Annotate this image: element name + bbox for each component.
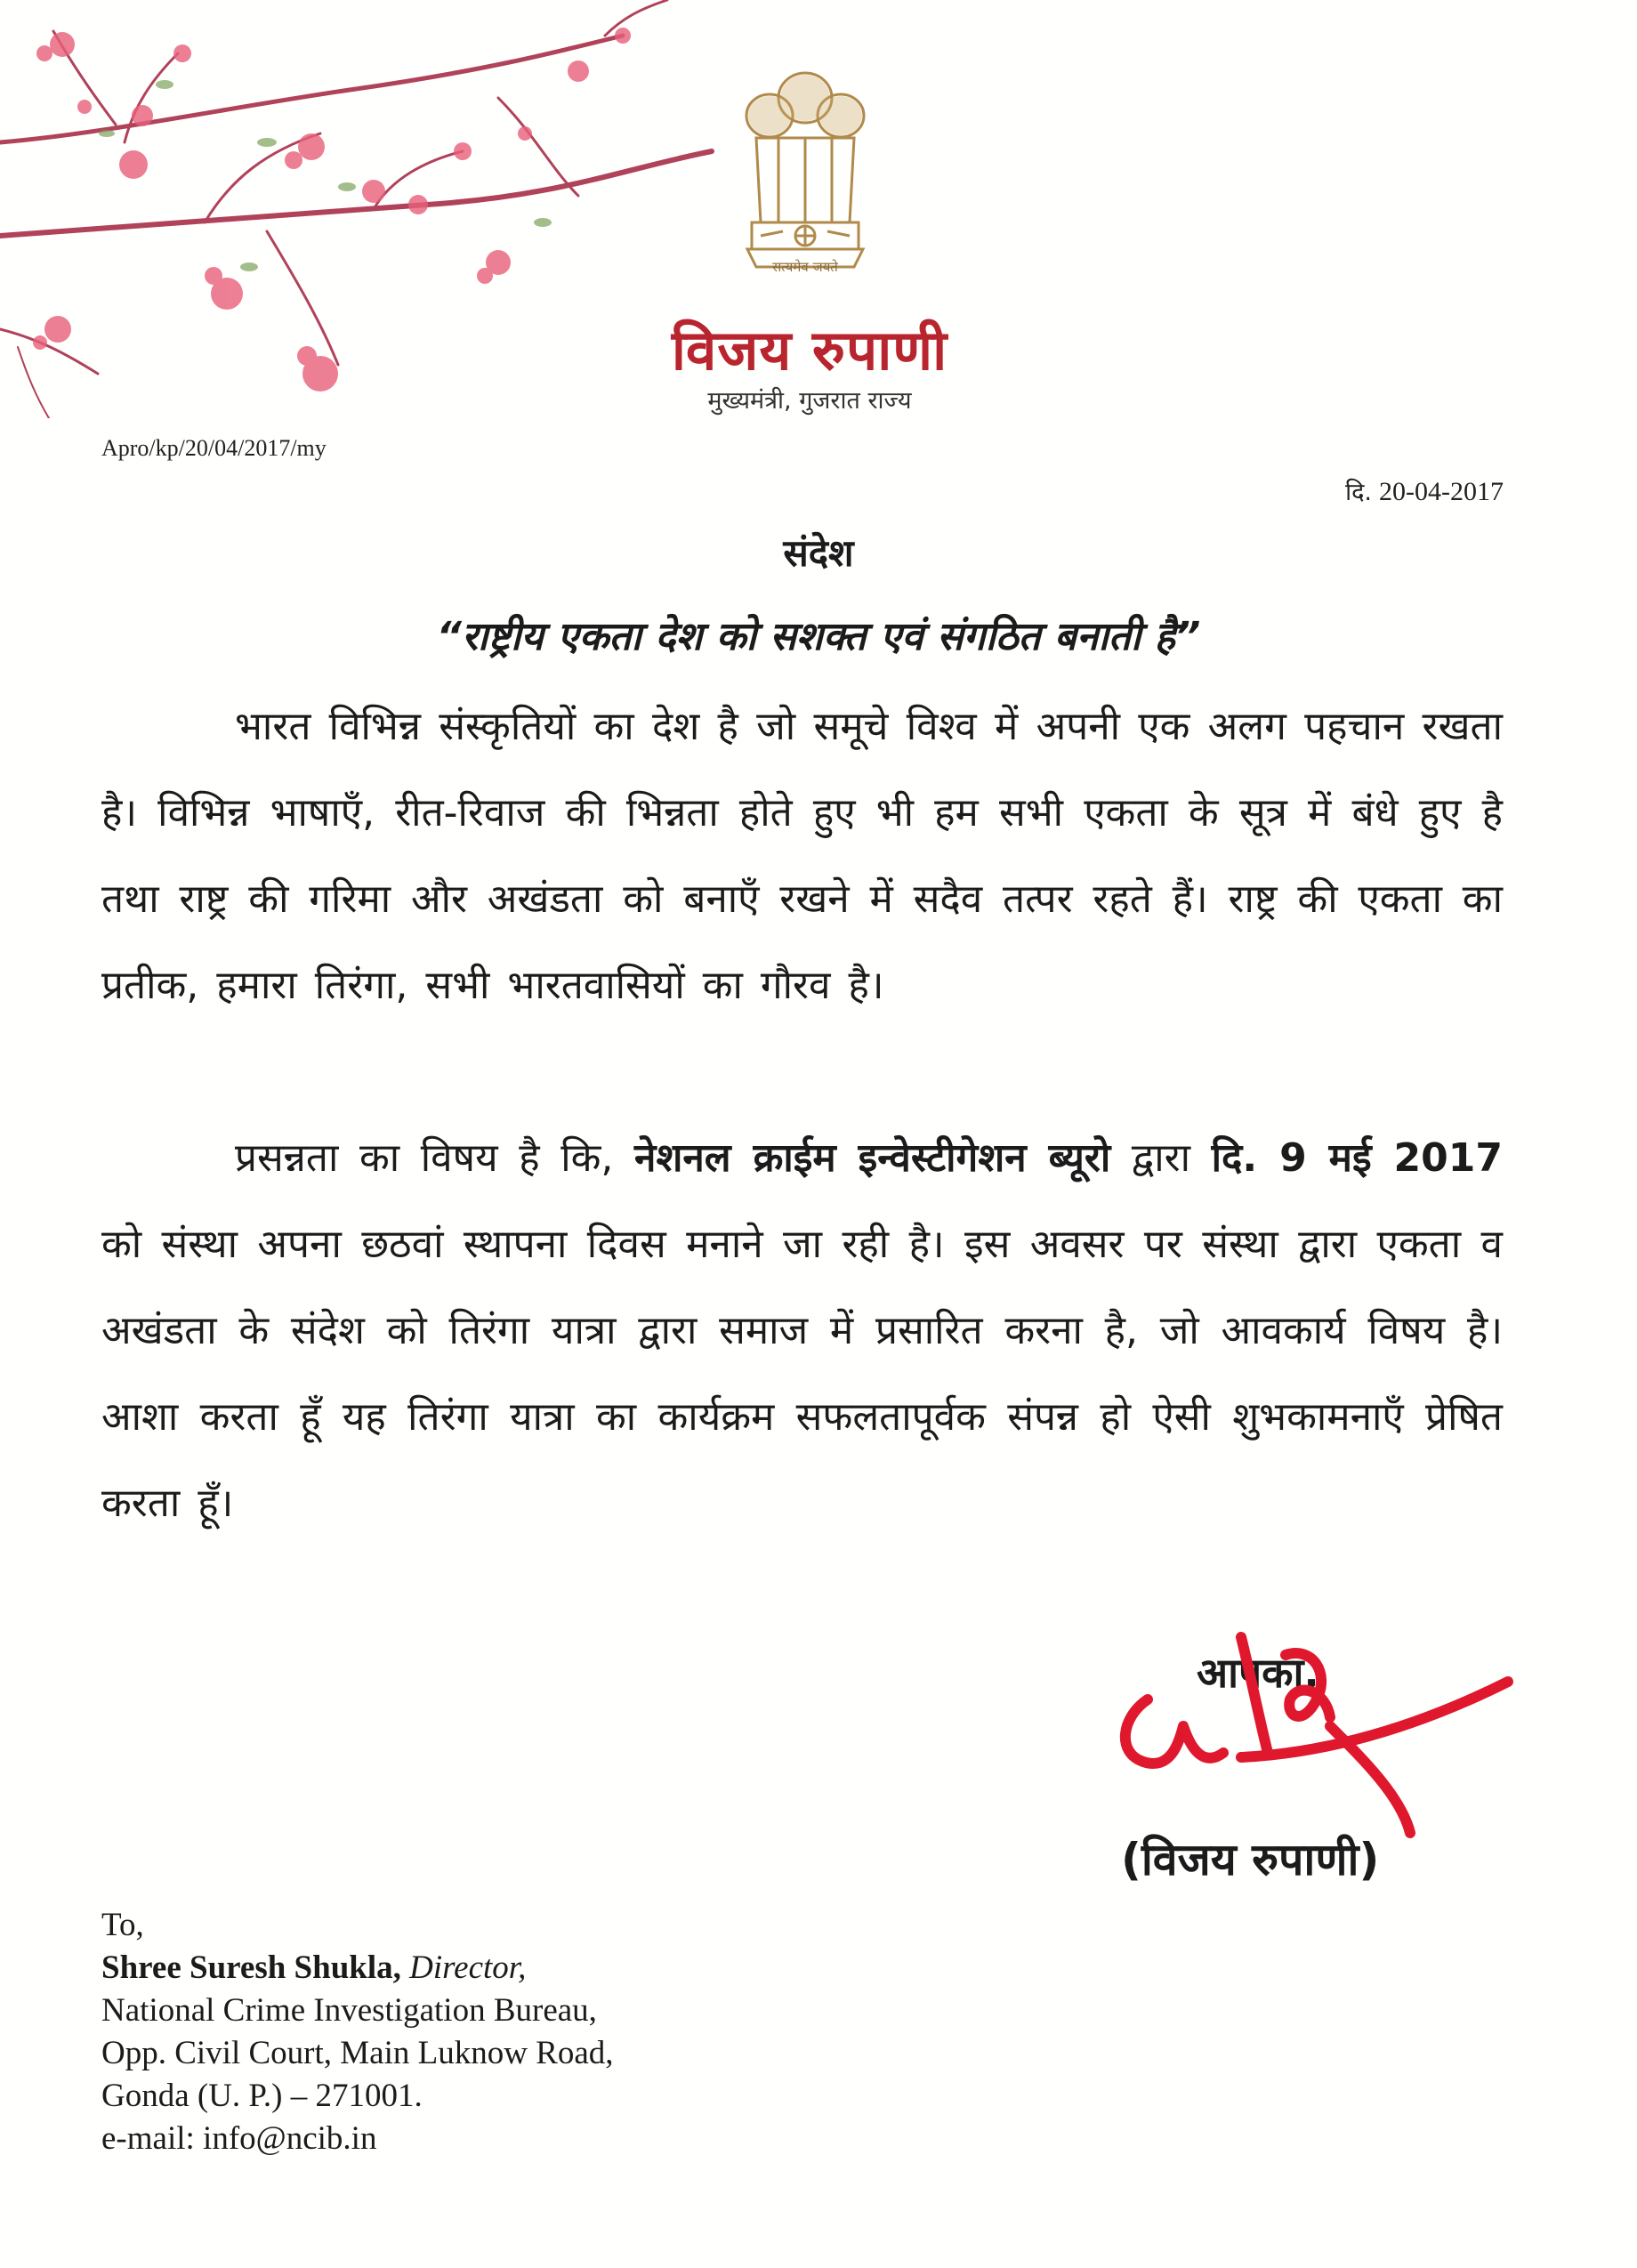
recipient-title: Director, xyxy=(400,1949,527,1986)
recipient-address xyxy=(101,1904,614,2160)
letter-date xyxy=(1345,474,1504,507)
date-label: दि. xyxy=(1345,479,1373,506)
address-line-1: National Crime Investigation Bureau, xyxy=(101,1992,597,2029)
address-to: To, xyxy=(101,1907,144,1943)
address-recipient xyxy=(101,1947,614,1990)
sender-designation: मुख्यमंत्री, गुजरात राज्य xyxy=(707,387,912,415)
paragraph-2-intro: प्रसन्नता का विषय है कि, xyxy=(235,1135,635,1181)
emblem-motto: सत्यमेव जयते xyxy=(772,259,838,275)
paragraph-2 xyxy=(101,1115,1503,1546)
date-value: 20-04-2017 xyxy=(1379,477,1504,506)
letter-heading: संदेश xyxy=(783,531,854,575)
sender-name: विजय रुपाणी xyxy=(671,318,948,383)
reference-number: Apro/kp/20/04/2017/my xyxy=(101,435,327,461)
address-line-2: Opp. Civil Court, Main Luknow Road, xyxy=(101,2035,614,2071)
event-date: दि. 9 मई 2017 xyxy=(1211,1135,1504,1181)
handwritten-signature xyxy=(1108,1619,1517,1851)
address-line-3: Gonda (U. P.) – 271001. xyxy=(101,2078,423,2114)
closing-salutation: आपका, xyxy=(1197,1649,1319,1697)
address-email: e-mail: info@ncib.in xyxy=(101,2120,377,2157)
signatory-name: (विजय रुपाणी) xyxy=(1121,1834,1380,1885)
letter-slogan: “राष्ट्रीय एकता देश को सशक्त एवं संगठित बनाती है” xyxy=(436,614,1201,659)
organization-name: नेशनल क्राईम इन्वेस्टीगेशन ब्यूरो xyxy=(634,1135,1111,1181)
paragraph-2-by: द्वारा xyxy=(1110,1135,1212,1181)
recipient-name: Shree Suresh Shukla, xyxy=(101,1949,401,1986)
national-emblem-icon xyxy=(730,49,881,289)
paragraph-1: भारत विभिन्न संस्कृतियों का देश है जो समूचे विश्व में अपनी एक अलग पहचान रखता है। विभिन्न भाषाएँ, रीत-रिवाज की भिन्नता होते हुए भी हम सभी एकता के सूत्र में बंधे हुए है तथा राष्ट्र की गरिमा और अखंडता को बनाएँ रखने में सदैव तत्पर रहते हैं। राष्ट्र की एकता का प्रतीक, हमारा तिरंगा, सभी भारतवासियों का गौरव है। xyxy=(101,704,1503,1008)
paragraph-2-rest: को संस्था अपना छठवां स्थापना दिवस मनाने जा रही है। इस अवसर पर संस्था द्वारा एकता व अखंडता के संदेश को तिरंगा यात्रा द्वारा समाज में प्रसारित करना है, जो आवकार्य विषय है। आशा करता हूँ यह तिरंगा यात्रा का कार्यक्रम सफलतापूर्वक संपन्न हो ऐसी शुभकामनाएँ प्रेषित करता हूँ। xyxy=(101,1222,1503,1526)
